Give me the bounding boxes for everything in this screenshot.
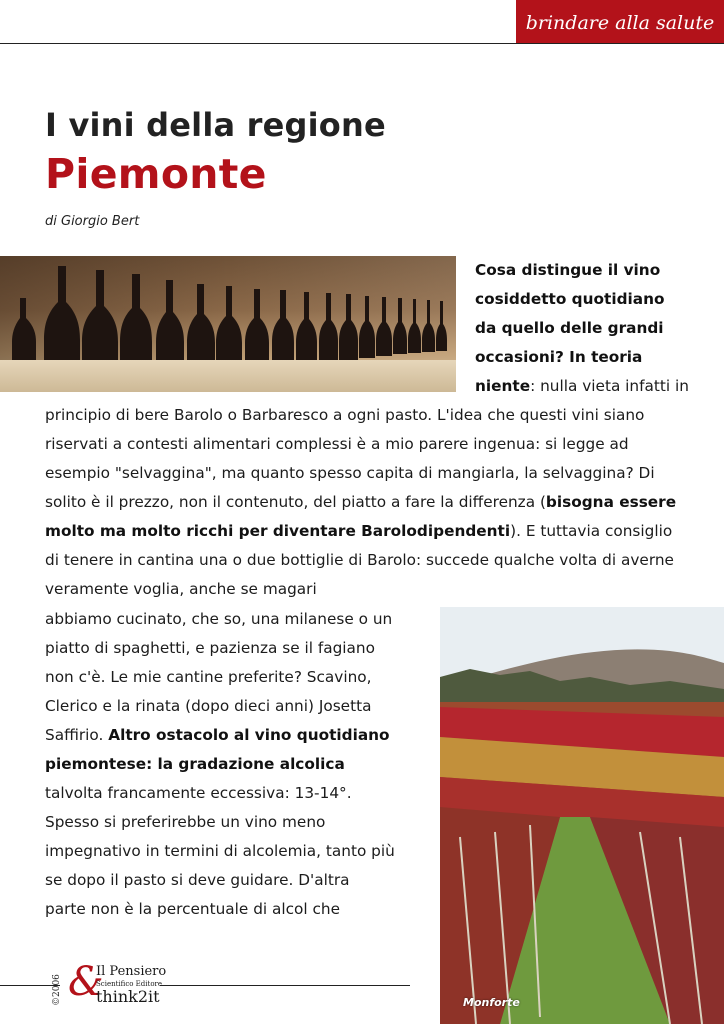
photo-caption: Monforte — [463, 996, 520, 1009]
vineyard-photo — [440, 607, 724, 1024]
cellar-bottles-photo — [0, 256, 456, 392]
article-byline: di Giorgio Bert — [45, 214, 140, 229]
section-tab: brindare alla salute — [516, 0, 724, 44]
body-paragraph-1: principio di bere Barolo o Barbaresco a ogni pasto. L'idea che questi vini siano riservati a contesti alimentari complessi è a mio parere ingenua: si legge ad esempio "selvaggina", ma quanto spesso capita di mangiarla, la selvaggina? Di solito è il prezzo, non il contenuto, del piatto a fare la differenza (bisogna essere molto ma molto ricchi per diventare Barolodipendenti). E tuttavia consiglio di tenere in cantina una o due bottiglie di Barolo: succede qualche volta di averne veramente voglia, anche se magari — [45, 406, 677, 598]
copyright-text: ©2006 — [52, 974, 62, 1006]
lead-paragraph: Cosa distingue il vino cosiddetto quotidiano da quello delle grandi occasioni? In teoria niente: nulla vieta infatti in — [475, 261, 689, 395]
footer-rule-left — [0, 985, 60, 986]
publisher-subtitle: Scientifico Editore — [96, 980, 163, 988]
publisher-name: Il Pensiero — [96, 964, 167, 979]
publisher-logo-mark: & — [68, 959, 104, 1005]
header-rule — [0, 43, 724, 44]
footer-rule-right — [160, 985, 410, 986]
article-kicker: I vini della regione — [45, 106, 386, 144]
body-paragraph-2: abbiamo cucinato, che so, una milanese o un piatto di spaghetti, e pazienza se il fagiano non c'è. Le mie cantine preferite? Scavino, Clerico e la rinata (dopo dieci anni) Josetta Saffirio. Altro ostacolo al vino quotidiano piemontese: la gradazione alcolica talvolta francamente eccessiva: 13-14°. Spesso si preferirebbe un vino meno impegnativo in termini di alcolemia, tanto più se dopo il pasto si deve guidare. D'altra parte non è la percentuale di alcol che — [45, 610, 395, 918]
publisher-brand: think2it — [96, 987, 160, 1006]
article-title: Piemonte — [45, 150, 267, 198]
